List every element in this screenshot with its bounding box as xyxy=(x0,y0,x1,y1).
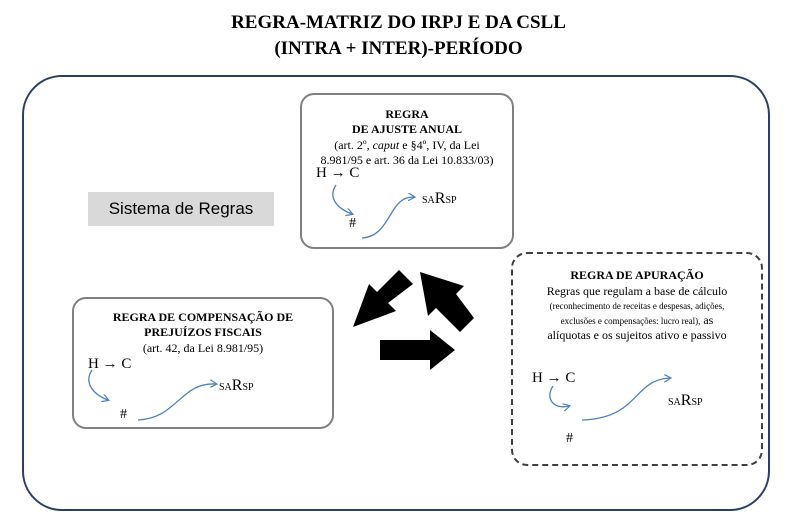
regra-ajuste-ref-post: e §4º, IV, da Lei xyxy=(399,138,480,152)
apuracao-up-curve-arrow xyxy=(582,378,670,420)
sub-sp: SP xyxy=(242,382,254,393)
diagram-title-line2: (INTRA + INTER)-PERÍODO xyxy=(274,38,523,59)
cycle-arrow-to-compensacao xyxy=(353,270,413,327)
sub-sa: SA xyxy=(219,382,232,393)
relation-r: R xyxy=(231,377,243,394)
cycle-arrow-to-ajuste xyxy=(420,272,474,332)
regra-apuracao-line2: (reconhecimento de receitas e despesas, adições, xyxy=(549,301,725,311)
ajuste-up-curve-arrow xyxy=(362,197,414,238)
regra-apuracao-line1: Regras que regulam a base de cálculo xyxy=(546,284,728,298)
regra-apuracao-line3-small: exclusões e compensações: lucro real), xyxy=(560,316,701,326)
regra-compensacao-ref: (art. 42, da Lei 8.981/95) xyxy=(142,341,264,355)
regra-ajuste-ref-line2: 8.981/95 e art. 36 da Lei 10.833/03) xyxy=(320,153,494,167)
regra-ajuste-title1: REGRA xyxy=(385,107,429,121)
ajuste-down-curve-arrow xyxy=(333,185,352,214)
regra-ajuste-hash: # xyxy=(349,216,356,231)
regra-apuracao-line4: alíquotas e os sujeitos ativo e passivo xyxy=(547,328,727,342)
regra-compensacao-title2: PREJUÍZOS FISCAIS xyxy=(144,325,262,339)
sub-sa: SA xyxy=(422,195,435,206)
diagram-title-line1: REGRA-MATRIZ DO IRPJ E DA CSLL xyxy=(231,12,566,33)
regra-ajuste-ref-pre: (art. 2º, xyxy=(334,138,373,152)
regra-compensacao-title1: REGRA DE COMPENSAÇÃO DE xyxy=(112,310,294,324)
regra-apuracao-hypothesis-consequence: H → C xyxy=(532,370,576,386)
apuracao-down-curve-arrow xyxy=(550,386,569,407)
regra-ajuste-ref-caput: caput xyxy=(372,138,400,152)
relation-r: R xyxy=(680,392,692,409)
regra-apuracao-hash: # xyxy=(566,431,573,446)
regra-compensacao-hypothesis-consequence: H → C xyxy=(88,356,132,372)
regra-compensacao-hash: # xyxy=(120,407,127,422)
cycle-arrow-to-apuracao xyxy=(380,330,455,370)
sub-sa: SA xyxy=(668,397,681,408)
relation-r: R xyxy=(434,190,446,207)
regra-ajuste-title2: DE AJUSTE ANUAL xyxy=(351,122,463,136)
regra-apuracao-line3-big: as xyxy=(700,313,714,327)
sistema-de-regras-label: Sistema de Regras xyxy=(88,192,274,226)
compensacao-up-curve-arrow xyxy=(138,384,216,420)
sub-sp: SP xyxy=(691,397,703,408)
compensacao-down-curve-arrow xyxy=(89,370,108,400)
regra-ajuste-hypothesis-consequence: H → C xyxy=(316,165,360,181)
regra-apuracao-title: REGRA DE APURAÇÃO xyxy=(570,268,704,282)
sub-sp: SP xyxy=(445,195,457,206)
